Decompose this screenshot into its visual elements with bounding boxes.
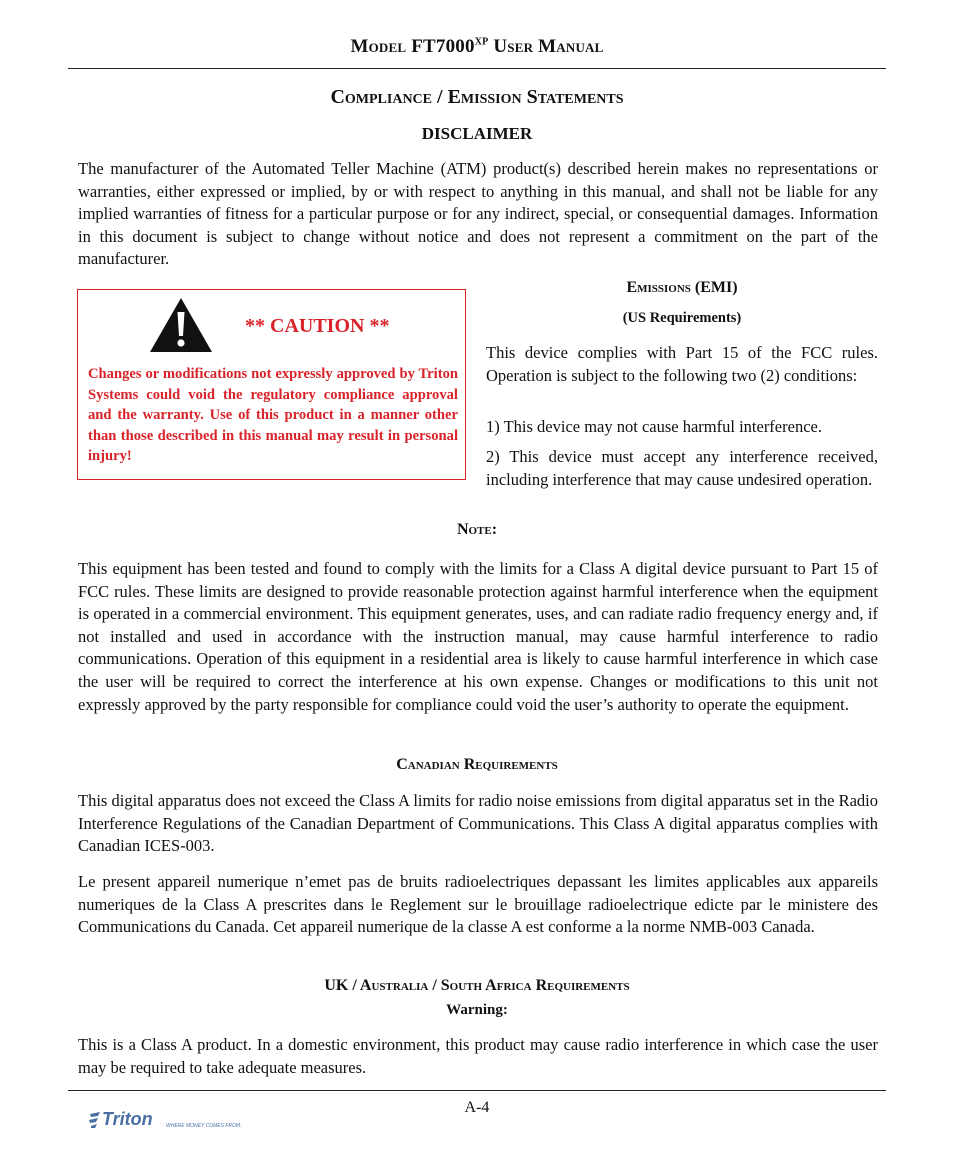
caution-text: Changes or modifications not expressly approved by Triton Systems could void the regulatory compliance approval and the warranty. Use of this product in a manner other than those described in this manual may result in personal injury!	[88, 366, 458, 465]
disclaimer-text	[78, 158, 878, 271]
footer-rule	[68, 1090, 886, 1091]
emissions-item-2: 2) This device must accept any interference received, including interference that may cause undesired operation.	[486, 447, 878, 489]
canadian-paragraph-en: This digital apparatus does not exceed the Class A limits for radio noise emissions from digital apparatus set in the Radio Interference Regulations of the Canadian Department of Communications. This Class A digital apparatus complies with Canadian ICES-003.	[78, 791, 878, 856]
emissions-heading	[486, 279, 878, 297]
caution-title: ** CAUTION **	[245, 315, 390, 337]
emissions-subheading: (US Requirements)	[622, 310, 742, 326]
emissions-heading-text: Emissions (EMI)	[626, 279, 738, 296]
triton-logo	[88, 1108, 258, 1137]
logo-tagline: WHERE MONEY COMES FROM.	[166, 1123, 242, 1129]
header-rule	[68, 68, 886, 69]
uk-heading: UK / Australia / South Africa Requirements	[324, 977, 630, 994]
running-header	[0, 36, 954, 58]
disclaimer-heading: DISCLAIMER	[421, 124, 533, 143]
logo-text: Triton	[102, 1109, 153, 1129]
uk-paragraph: This is a Class A product. In a domestic environment, this product may cause radio interference in which case the user may be required to take adequate measures.	[78, 1035, 878, 1077]
warning-triangle-icon	[148, 296, 214, 354]
canadian-text-en	[78, 790, 878, 858]
header-title-suffix: User Manual	[493, 36, 604, 57]
page-number: A-4	[464, 1099, 490, 1116]
canadian-paragraph-fr: Le present appareil numerique n’emet pas de bruits radioelectriques depassant les limites applicables aux appareils numeriques de la Class A prescrites dans le Reglement sur le brouillage radioelectrique edicte par le ministere des Communications du Canada. Cet appareil numerique de la classe A est conforme a la norme NMB-003 Canada.	[78, 872, 878, 937]
note-paragraph: This equipment has been tested and found to comply with the limits for a Class A digital device pursuant to Part 15 of FCC rules. These limits are designed to provide reasonable protection against harmful interference when the equipment is operated in a commercial environment. This equipment generates, uses, and can radiate radio frequency energy and, if not installed and used in accordance with the instruction manual, may cause harmful interference to radio communications. Operation of this equipment in a residential area is likely to cause harmful interference in which case the user will be required to correct the interference at his own expense. Changes or modifications to this unit not expressly approved by the party responsible for compliance could void the user’s authority to operate the equipment.	[78, 559, 878, 714]
canadian-heading: Canadian Requirements	[396, 756, 558, 773]
uk-subheading: Warning:	[446, 1002, 508, 1018]
note-text	[78, 558, 878, 716]
section-title: Compliance / Emission Statements	[330, 86, 624, 108]
note-heading: Note:	[456, 521, 498, 538]
disclaimer-paragraph: The manufacturer of the Automated Teller Machine (ATM) product(s) described herein makes no representations or warranties, either expressed or implied, by or with respect to anything in this manual, and shall not be liable for any implied warranties of fitness for a particular purpose or for any indirect, special, or consequential damages. Information in this document is subject to change without notice and does not represent a commitment on the part of the manufacturer.	[78, 159, 878, 269]
header-title-sup: XP	[474, 36, 489, 48]
uk-text	[78, 1034, 878, 1079]
emissions-intro: This device complies with Part 15 of the FCC rules. Operation is subject to the following two (2) conditions:	[486, 343, 878, 385]
header-title-prefix: Model FT7000	[350, 36, 475, 57]
emissions-item-1: 1) This device may not cause harmful interference.	[486, 417, 822, 436]
canadian-text-fr	[78, 871, 878, 939]
